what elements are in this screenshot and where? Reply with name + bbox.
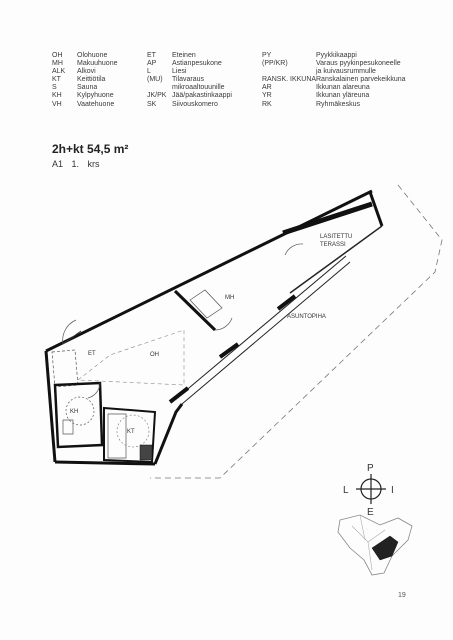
entry-closet <box>52 350 78 387</box>
legend-label: Jää/pakastinkaappi <box>172 92 232 100</box>
legend-code: AP <box>147 60 157 68</box>
legend-label: ja kuivausrummulle <box>316 68 376 76</box>
legend-code: RK <box>262 100 272 108</box>
legend-code: (MU) <box>147 76 163 84</box>
apartment-code: A1 <box>52 159 64 169</box>
legend-code: L <box>147 68 151 76</box>
bathroom-fixture <box>63 420 73 434</box>
legend-row <box>262 60 406 68</box>
legend-label: Makuuhuone <box>77 60 118 68</box>
bedroom-door-arc <box>215 318 232 330</box>
legend-code <box>147 84 172 92</box>
key-plan-apartment-highlight <box>372 536 398 560</box>
legend-row <box>52 92 117 100</box>
room-label-oh: OH <box>150 352 159 358</box>
legend-label: Ikkunan alareuna <box>316 84 370 92</box>
glazed-facade-inner <box>177 256 346 398</box>
legend-code: S <box>52 84 57 92</box>
glazed-facade-wall-segment <box>278 296 295 309</box>
apartment-code-floor <box>52 159 100 169</box>
legend-code: KT <box>52 76 61 84</box>
legend-label: Ryhmäkeskus <box>316 100 360 108</box>
legend-label: mikroaaltouunille <box>172 84 225 92</box>
legend-code: MH <box>52 60 63 68</box>
terrace-label-line-1: LASITETTU <box>320 234 353 240</box>
legend-row <box>147 60 232 68</box>
room-label-kh: KH <box>70 409 79 415</box>
legend-label: Kylpyhuone <box>77 92 114 100</box>
legend-label: Varaus pyykinpesukoneelle <box>316 60 401 68</box>
legend-row <box>52 68 117 76</box>
legend-code: ET <box>147 52 156 59</box>
legend-code: SK <box>147 100 157 108</box>
kitchen-appliance <box>140 445 152 460</box>
compass-west: L <box>343 485 349 496</box>
legend-label: Keittiötila <box>77 76 106 84</box>
legend-code: OH <box>52 52 63 59</box>
bedroom-wardrobe <box>190 290 222 318</box>
kitchen-counter <box>108 414 126 458</box>
terrace-label-line-2: TERASSI <box>320 242 346 248</box>
room-label-et: ET <box>88 351 96 357</box>
legend-row <box>147 101 232 109</box>
legend-label: Alkovi <box>77 68 96 76</box>
outer-wall-southeast <box>155 404 182 464</box>
legend-row <box>262 76 406 84</box>
legend-code: KH <box>52 92 62 100</box>
entrance-door <box>63 331 81 344</box>
compass-north: P <box>367 463 374 474</box>
key-plan-building-outline <box>338 515 412 575</box>
terrace-door-arc <box>285 244 303 255</box>
legend-code: JK/PK <box>147 92 167 100</box>
legend-row <box>52 60 117 68</box>
room-label-mh: MH <box>225 295 235 301</box>
bathroom-walls <box>55 383 102 447</box>
terrace-wall <box>283 204 372 233</box>
legend-code: YR <box>262 92 272 100</box>
legend-label: Vaatehuone <box>77 100 115 108</box>
room-label-kt: KT <box>127 429 135 435</box>
apartment-floor: 1. krs <box>71 159 100 169</box>
legend-row <box>262 68 406 76</box>
legend-label: Liesi <box>172 68 187 76</box>
legend-row <box>262 52 406 60</box>
legend-code: VH <box>52 100 62 108</box>
legend-column-1 <box>52 52 117 109</box>
legend-label: Ranskalainen parvekeikkuna <box>316 76 406 84</box>
outer-wall-northeast <box>370 192 382 226</box>
floor-plan-drawing <box>0 170 453 640</box>
legend-column-2 <box>147 52 232 109</box>
legend-code: AR <box>262 84 272 92</box>
legend-row <box>262 84 406 92</box>
compass-east: I <box>391 485 394 496</box>
legend-code: (PP/KR) <box>262 60 288 68</box>
legend-code: PY <box>262 52 272 59</box>
page-number: 19 <box>398 592 406 599</box>
outer-wall-north <box>46 191 372 351</box>
legend-row <box>52 101 117 109</box>
apartment-type-title: 2h+kt 54,5 m² <box>52 142 129 156</box>
compass <box>343 463 394 518</box>
legend-row <box>52 52 117 60</box>
compass-south: E <box>367 507 374 518</box>
legend-row <box>147 84 232 92</box>
legend-row <box>147 92 232 100</box>
legend-label: Eteinen <box>172 52 196 59</box>
living-room-zone <box>78 330 184 385</box>
legend-label: Olohuone <box>77 52 108 59</box>
legend-row <box>147 76 232 84</box>
legend-code: RANSK. IKKUNA <box>262 76 317 84</box>
yard-label: ASUNTOPIHA <box>287 314 326 320</box>
glazed-facade <box>182 262 350 404</box>
legend-row <box>147 68 232 76</box>
legend-row <box>147 52 232 60</box>
legend-label: Pyykkikaappi <box>316 52 357 59</box>
legend-label: Tilavaraus <box>172 76 205 84</box>
glazed-facade-wall-segment <box>170 388 188 402</box>
glazed-facade-wall-segment <box>220 344 238 357</box>
legend-code <box>262 68 316 76</box>
legend-column-3 <box>262 52 406 109</box>
legend-row <box>262 92 406 100</box>
legend-row <box>52 84 117 92</box>
legend-row <box>52 76 117 84</box>
legend-label: Siivouskomero <box>172 100 218 108</box>
legend-label: Ikkunan yläreuna <box>316 92 370 100</box>
legend-label: Astianpesukone <box>172 60 222 68</box>
legend-code: ALK <box>52 68 66 76</box>
key-plan <box>338 515 412 575</box>
legend-label: Sauna <box>77 84 98 92</box>
bathroom-door-arc <box>88 383 100 398</box>
legend-row <box>262 101 406 109</box>
